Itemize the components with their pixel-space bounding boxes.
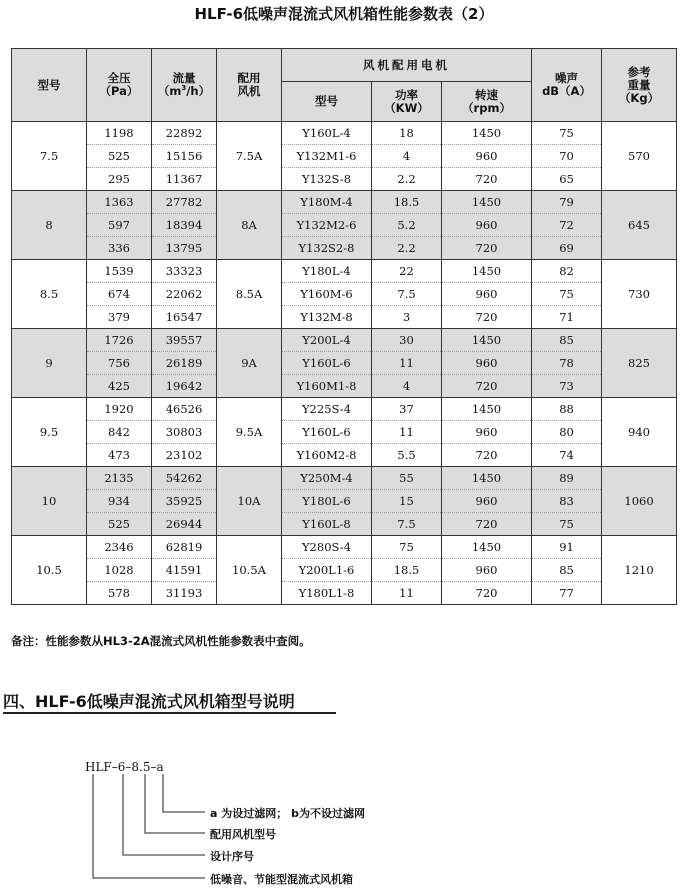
cell-speed: 720 (442, 306, 532, 329)
cell-motor-model: Y132M2-6 (282, 214, 372, 237)
cell-power: 18.5 (372, 559, 442, 582)
cell-noise: 69 (532, 237, 602, 260)
cell-noise: 75 (532, 283, 602, 306)
cell-noise: 91 (532, 536, 602, 559)
cell-noise: 75 (532, 122, 602, 145)
cell-flow: 62819 (152, 536, 217, 559)
legend-fan-model: 配用风机型号 (210, 828, 276, 841)
cell-power: 30 (372, 329, 442, 352)
cell-noise: 88 (532, 398, 602, 421)
cell-power: 7.5 (372, 513, 442, 536)
cell-model: 9 (12, 329, 87, 398)
cell-power: 37 (372, 398, 442, 421)
cell-weight: 940 (602, 398, 677, 467)
cell-flow: 18394 (152, 214, 217, 237)
cell-power: 2.2 (372, 168, 442, 191)
cell-speed: 1450 (442, 122, 532, 145)
cell-motor-model: Y132M-8 (282, 306, 372, 329)
cell-noise: 72 (532, 214, 602, 237)
header-pressure: 全压 （Pa） (87, 49, 152, 122)
cell-noise: 85 (532, 329, 602, 352)
legend-filter: a 为设过滤网； b为不设过滤网 (210, 807, 365, 820)
header-weight: 参考 重量 （Kg） (602, 49, 677, 122)
cell-flow: 33323 (152, 260, 217, 283)
cell-power: 55 (372, 467, 442, 490)
cell-flow: 41591 (152, 559, 217, 582)
cell-fan: 10A (217, 467, 282, 536)
cell-pressure: 473 (87, 444, 152, 467)
cell-fan: 9.5A (217, 398, 282, 467)
cell-weight: 570 (602, 122, 677, 191)
legend-product-type: 低噪音、节能型混流式风机箱 (210, 873, 353, 886)
header-model: 型号 (12, 49, 87, 122)
cell-motor-model: Y160M1-8 (282, 375, 372, 398)
cell-weight: 1060 (602, 467, 677, 536)
cell-speed: 720 (442, 444, 532, 467)
cell-speed: 960 (442, 559, 532, 582)
cell-speed: 1450 (442, 191, 532, 214)
cell-noise: 83 (532, 490, 602, 513)
cell-speed: 960 (442, 214, 532, 237)
cell-pressure: 1920 (87, 398, 152, 421)
cell-motor-model: Y200L1-6 (282, 559, 372, 582)
cell-weight: 825 (602, 329, 677, 398)
cell-pressure: 1363 (87, 191, 152, 214)
cell-flow: 16547 (152, 306, 217, 329)
table-note: 备注：性能参数从HL3-2A混流式风机性能参数表中查阅。 (11, 634, 311, 648)
cell-noise: 71 (532, 306, 602, 329)
cell-motor-model: Y280S-4 (282, 536, 372, 559)
cell-power: 15 (372, 490, 442, 513)
cell-flow: 27782 (152, 191, 217, 214)
cell-noise: 85 (532, 559, 602, 582)
cell-pressure: 1539 (87, 260, 152, 283)
cell-flow: 39557 (152, 329, 217, 352)
cell-pressure: 597 (87, 214, 152, 237)
cell-pressure: 1198 (87, 122, 152, 145)
cell-motor-model: Y180L-6 (282, 490, 372, 513)
cell-power: 4 (372, 375, 442, 398)
header-motor-group: 风机配用电机 (282, 49, 532, 82)
cell-motor-model: Y250M-4 (282, 467, 372, 490)
cell-motor-model: Y180M-4 (282, 191, 372, 214)
cell-noise: 65 (532, 168, 602, 191)
cell-pressure: 674 (87, 283, 152, 306)
cell-motor-model: Y160M2-8 (282, 444, 372, 467)
cell-flow: 54262 (152, 467, 217, 490)
cell-flow: 11367 (152, 168, 217, 191)
cell-speed: 720 (442, 375, 532, 398)
cell-pressure: 1028 (87, 559, 152, 582)
cell-power: 18.5 (372, 191, 442, 214)
cell-speed: 1450 (442, 329, 532, 352)
cell-power: 18 (372, 122, 442, 145)
cell-flow: 23102 (152, 444, 217, 467)
cell-motor-model: Y180L1-8 (282, 582, 372, 605)
cell-power: 5.2 (372, 214, 442, 237)
header-speed: 转速 （rpm） (442, 82, 532, 122)
cell-flow: 22062 (152, 283, 217, 306)
cell-fan: 7.5A (217, 122, 282, 191)
cell-flow: 26944 (152, 513, 217, 536)
cell-motor-model: Y132S2-8 (282, 237, 372, 260)
cell-flow: 13795 (152, 237, 217, 260)
cell-pressure: 295 (87, 168, 152, 191)
cell-noise: 73 (532, 375, 602, 398)
cell-speed: 960 (442, 145, 532, 168)
cell-motor-model: Y160L-6 (282, 352, 372, 375)
header-fan: 配用 风机 (217, 49, 282, 122)
cell-speed: 720 (442, 237, 532, 260)
cell-power: 11 (372, 352, 442, 375)
cell-pressure: 525 (87, 513, 152, 536)
cell-speed: 1450 (442, 260, 532, 283)
cell-flow: 30803 (152, 421, 217, 444)
cell-flow: 22892 (152, 122, 217, 145)
cell-speed: 1450 (442, 467, 532, 490)
cell-power: 3 (372, 306, 442, 329)
cell-pressure: 2346 (87, 536, 152, 559)
cell-weight: 1210 (602, 536, 677, 605)
page-title: HLF-6低噪声混流式风机箱性能参数表（2） (194, 5, 494, 23)
header-power: 功率 （KW） (372, 82, 442, 122)
cell-motor-model: Y132S-8 (282, 168, 372, 191)
cell-noise: 77 (532, 582, 602, 605)
model-code: HLF–6–8.5–a (85, 760, 164, 774)
cell-weight: 730 (602, 260, 677, 329)
cell-fan: 8.5A (217, 260, 282, 329)
cell-speed: 960 (442, 490, 532, 513)
cell-weight: 645 (602, 191, 677, 260)
cell-pressure: 578 (87, 582, 152, 605)
cell-pressure: 336 (87, 237, 152, 260)
legend-design-seq: 设计序号 (210, 850, 254, 863)
cell-motor-model: Y132M1-6 (282, 145, 372, 168)
cell-speed: 1450 (442, 398, 532, 421)
cell-model: 7.5 (12, 122, 87, 191)
cell-flow: 46526 (152, 398, 217, 421)
cell-motor-model: Y160L-6 (282, 421, 372, 444)
cell-motor-model: Y225S-4 (282, 398, 372, 421)
cell-pressure: 379 (87, 306, 152, 329)
cell-speed: 960 (442, 352, 532, 375)
cell-pressure: 1726 (87, 329, 152, 352)
cell-flow: 35925 (152, 490, 217, 513)
cell-noise: 80 (532, 421, 602, 444)
cell-flow: 31193 (152, 582, 217, 605)
cell-flow: 19642 (152, 375, 217, 398)
section-title: 四、HLF-6低噪声混流式风机箱型号说明 (3, 692, 295, 711)
cell-speed: 720 (442, 582, 532, 605)
cell-noise: 70 (532, 145, 602, 168)
cell-power: 2.2 (372, 237, 442, 260)
cell-speed: 1450 (442, 536, 532, 559)
cell-noise: 89 (532, 467, 602, 490)
header-flow: 流量 $(m^3/h)$ (152, 49, 217, 122)
cell-pressure: 842 (87, 421, 152, 444)
cell-noise: 75 (532, 513, 602, 536)
cell-motor-model: Y200L-4 (282, 329, 372, 352)
cell-model: 8 (12, 191, 87, 260)
cell-power: 5.5 (372, 444, 442, 467)
cell-speed: 720 (442, 168, 532, 191)
cell-motor-model: Y160L-8 (282, 513, 372, 536)
cell-noise: 78 (532, 352, 602, 375)
header-noise: 噪声 dB（A） (532, 49, 602, 122)
cell-pressure: 525 (87, 145, 152, 168)
cell-power: 11 (372, 421, 442, 444)
cell-motor-model: Y160L-4 (282, 122, 372, 145)
header-motor-model: 型号 (282, 82, 372, 122)
cell-power: 75 (372, 536, 442, 559)
cell-speed: 960 (442, 421, 532, 444)
cell-noise: 79 (532, 191, 602, 214)
cell-motor-model: Y180L-4 (282, 260, 372, 283)
cell-power: 4 (372, 145, 442, 168)
cell-power: 22 (372, 260, 442, 283)
cell-speed: 720 (442, 513, 532, 536)
cell-power: 7.5 (372, 283, 442, 306)
cell-model: 8.5 (12, 260, 87, 329)
cell-pressure: 2135 (87, 467, 152, 490)
cell-noise: 74 (532, 444, 602, 467)
cell-model: 10 (12, 467, 87, 536)
cell-power: 11 (372, 582, 442, 605)
cell-fan: 9A (217, 329, 282, 398)
cell-model: 9.5 (12, 398, 87, 467)
cell-pressure: 425 (87, 375, 152, 398)
cell-fan: 8A (217, 191, 282, 260)
cell-speed: 960 (442, 283, 532, 306)
cell-model: 10.5 (12, 536, 87, 605)
cell-flow: 26189 (152, 352, 217, 375)
cell-motor-model: Y160M-6 (282, 283, 372, 306)
cell-flow: 15156 (152, 145, 217, 168)
cell-pressure: 934 (87, 490, 152, 513)
cell-fan: 10.5A (217, 536, 282, 605)
cell-pressure: 756 (87, 352, 152, 375)
cell-noise: 82 (532, 260, 602, 283)
